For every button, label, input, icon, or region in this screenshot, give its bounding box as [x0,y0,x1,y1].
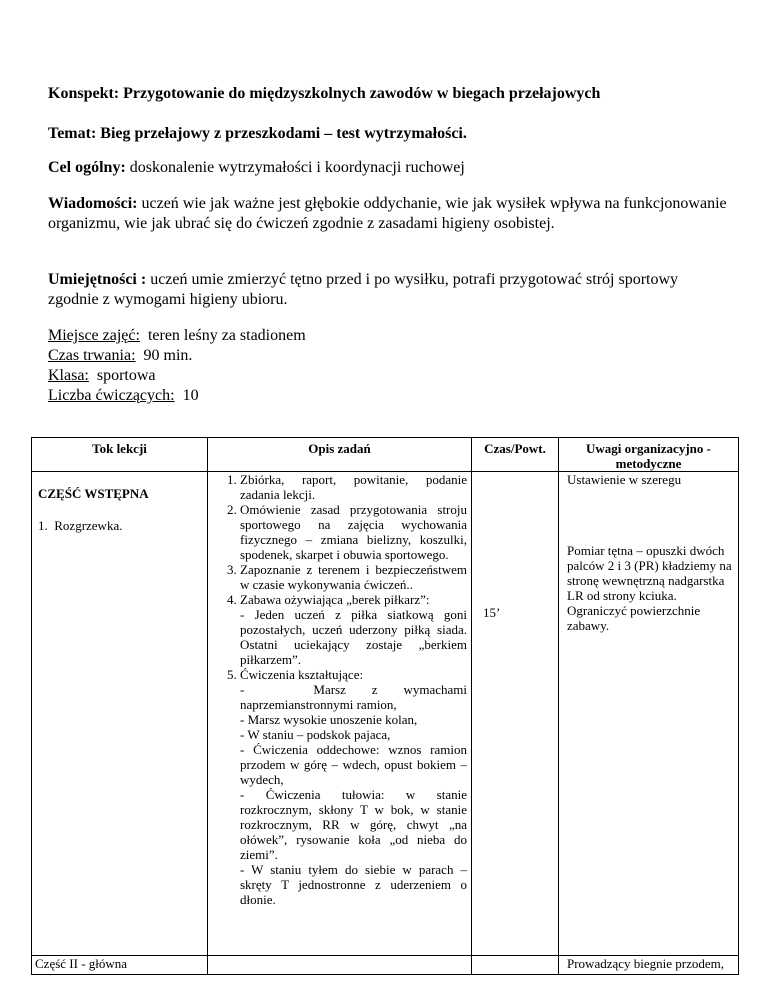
table-row [32,472,739,956]
general-goal-label: Cel ogólny: [48,159,126,176]
task-detail: - W staniu – podskok pajaca, [240,727,391,742]
document-title: Konspekt: Przygotowanie do międzyszkolnych zawodów w biegach przełajowych [48,85,601,102]
part1-label: CZĘŚĆ WSTĘPNA [38,486,149,501]
task-detail: - Ćwiczenia tułowia: w stanie rozkrocznym, skłony T w bok, w stanie rozkrocznym, RR w górę, chwyt „na ołówek”, rysowanie koła „od nieba do ziemi”. [240,787,467,862]
meta-duration [48,346,192,366]
meta-class-label: Klasa: [48,367,89,384]
lesson-topic: Temat: Bieg przełajowy z przeszkodami – test wytrzymałości. [48,125,467,142]
cell-notes [559,472,739,956]
skills-text: uczeń umie zmierzyć tętno przed i po wysiłku, potrafi przygotować strój sportowy zgodnie z wymogami higieny ubioru. [48,271,679,308]
meta-duration-label: Czas trwania: [48,347,136,364]
list-item: 3. Zapoznanie z terenem i bezpieczeństwem w czasie wykonywania ćwiczeń.. [240,562,471,592]
meta-duration-value: 90 min. [135,347,193,364]
table-row [32,956,739,975]
general-goal [48,158,728,178]
header-organizational-notes: Uwagi organizacyjno - metodyczne [559,438,739,472]
knowledge-paragraph [48,194,728,234]
task-detail: - Marsz wysokie unoszenie kolan, [240,712,418,727]
cell-empty [472,956,559,975]
table-header-row [32,438,739,472]
cell-time: 15’ [472,472,559,956]
header-time: Czas/Powt. [472,438,559,472]
meta-place [48,326,306,346]
part2-label: Część II - główna [32,956,208,975]
header-task-description: Opis zadań [208,438,472,472]
meta-participants-value: 10 [174,387,199,404]
task-heading: 5. Ćwiczenia kształtujące: [240,667,364,682]
meta-class [48,366,156,386]
task-detail: - Marsz z wymachami naprzemianstronnymi ramion, [240,682,471,712]
meta-participants-label: Liczba ćwiczących: [48,387,175,404]
list-item: 1. Zbiórka, raport, powitanie, podanie zadania lekcji. [240,472,471,502]
header-lesson-flow: Tok lekcji [32,438,208,472]
note-formation: Ustawienie w szeregu [567,472,682,487]
task-detail: - Ćwiczenia oddechowe: wznos ramion przodem w górę – wdech, opust bokiem – wydech, [240,742,467,787]
meta-participants [48,386,199,406]
part2-note: Prowadzący biegnie przodem, [559,956,739,975]
list-item [240,592,471,667]
cell-lesson-part [32,472,208,956]
list-item: 2. Omówienie zasad przygotowania stroju sportowego na zajęcia wychowania fizycznego – zmiana bielizny, koszulki, spodenek, skarpet i obuwia sportowego. [240,502,471,562]
meta-class-value: sportowa [88,367,156,384]
list-item [240,667,471,907]
skills-paragraph [48,270,728,310]
cell-task-description [208,472,472,956]
cell-empty [208,956,472,975]
knowledge-text: uczeń wie jak ważne jest głębokie oddychanie, wie jak wysiłek wpływa na funkcjonowanie organizmu, wie jak ubrać się do ćwiczeń zgodnie z zasadami higieny osobistej. [48,195,727,232]
task-list [208,472,471,907]
task-detail: - W staniu tyłem do siebie w parach – skręty T jednostronne z uderzeniem o dłonie. [240,862,467,907]
task-heading: 4. Zabawa ożywiająca „berek piłkarz”: [240,592,430,607]
meta-place-label: Miejsce zajęć: [48,327,140,344]
task-detail: - Jeden uczeń z piłka siatkową goni pozostałych, uczeń uderzony piłką siada. Ostatni uciekający zostaje „berkiem piłkarzem”. [240,607,467,667]
note-pulse-measurement: Pomiar tętna – opuszki dwóch palców 2 i 3 (PR) kładziemy na stronę wewnętrzną nadgarstka LR od strony kciuka. Ograniczyć powierzchnie zabawy. [567,543,732,633]
lesson-plan-table [31,437,739,975]
knowledge-label: Wiadomości: [48,195,138,212]
general-goal-text: doskonalenie wytrzymałości i koordynacji ruchowej [125,159,465,176]
part1-sub: 1. Rozgrzewka. [38,518,123,533]
meta-place-value: teren leśny za stadionem [139,327,306,344]
skills-label: Umiejętności : [48,271,147,288]
